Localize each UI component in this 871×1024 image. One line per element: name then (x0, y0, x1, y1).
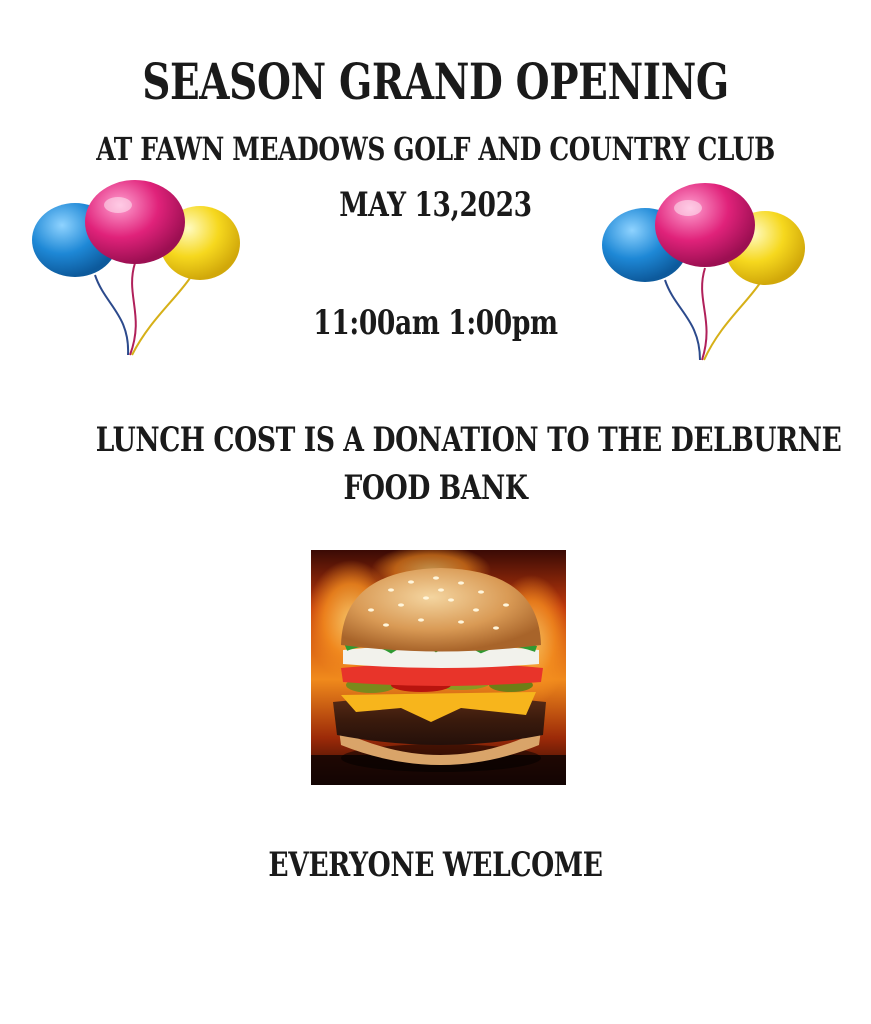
lunch-cost-line-2: FOOD BANK (343, 468, 528, 508)
venue-line: AT FAWN MEADOWS GOLF AND COUNTRY CLUB (96, 130, 775, 168)
flyer-title: SEASON GRAND OPENING (142, 52, 729, 111)
event-date: MAY 13,2023 (339, 185, 532, 225)
welcome-line: EVERYONE WELCOME (268, 845, 603, 885)
lunch-cost-line: LUNCH COST IS A DONATION TO THE DELBURNE (95, 420, 842, 460)
hamburger-photo (311, 550, 566, 785)
event-time: 11:00am 1:00pm (313, 303, 558, 343)
